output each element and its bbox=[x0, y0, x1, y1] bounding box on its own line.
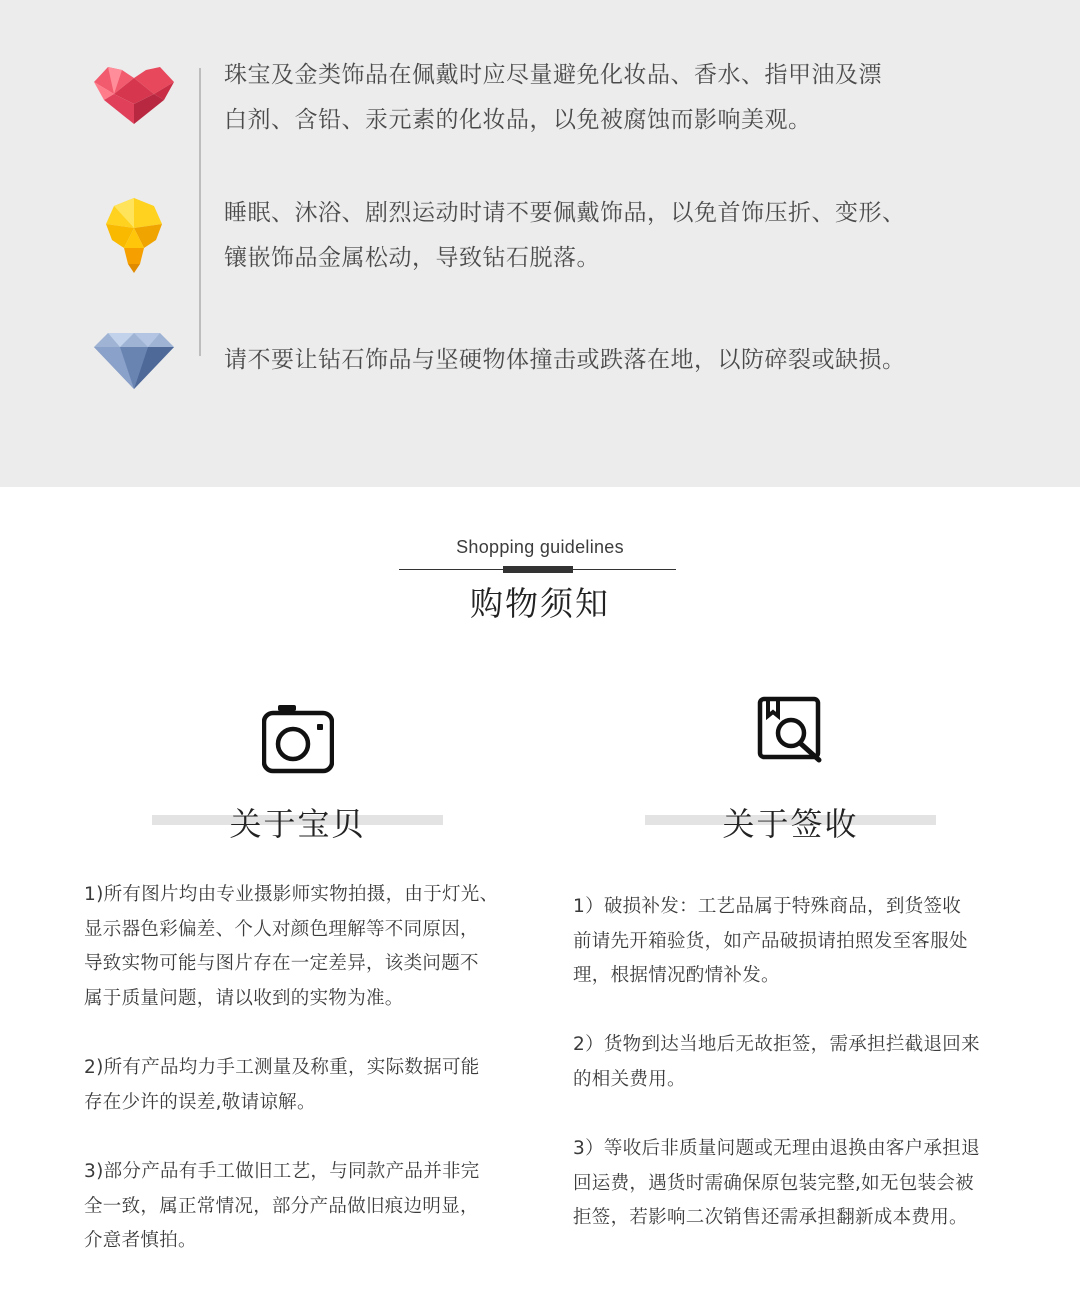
paragraph-line: 属于质量问题，请以收到的实物为准。 bbox=[84, 987, 404, 1009]
paragraph-line: 的相关费用。 bbox=[573, 1068, 686, 1090]
receipt-paragraph-2 bbox=[573, 1028, 1023, 1097]
paragraph-line: 3）等收后非质量问题或无理由退换由客户承担退 bbox=[573, 1138, 980, 1159]
care-text-impact bbox=[224, 338, 984, 383]
paragraph-line: 显示器色彩偏差、个人对颜色理解等不同原因， bbox=[84, 918, 479, 940]
care-text-line: 珠宝及金类饰品在佩戴时应尽量避免化妆品、香水、指甲油及漂 bbox=[224, 62, 882, 88]
paragraph-line: 1）破损补发：工艺品属于特殊商品，到货签收 bbox=[573, 896, 962, 917]
heart-gem-icon bbox=[94, 64, 174, 130]
heading-bar bbox=[503, 566, 573, 573]
receipt-paragraph-1 bbox=[573, 890, 1023, 994]
care-text-line: 白剂、含铅、汞元素的化妆品，以免被腐蚀而影响美观。 bbox=[224, 107, 812, 133]
paragraph-line: 回运费，遇货时需确保原包装完整,如无包装会被 bbox=[573, 1172, 974, 1194]
paragraph-line: 3)部分产品有手工做旧工艺，与同款产品并非完 bbox=[84, 1161, 480, 1182]
lightbulb-gem-icon bbox=[106, 198, 162, 278]
product-paragraph-1 bbox=[84, 878, 524, 1016]
product-paragraph-2 bbox=[84, 1051, 524, 1120]
paragraph-line: 1)所有图片均由专业摄影师实物拍摄，由于灯光、 bbox=[84, 884, 499, 905]
about-product-title: 关于宝贝 bbox=[229, 805, 366, 843]
paragraph-line: 2）货物到达当地后无故拒签，需承担拦截退回来 bbox=[573, 1034, 980, 1055]
product-paragraph-3 bbox=[84, 1155, 524, 1259]
guidelines-title-cn: 购物须知 bbox=[470, 584, 610, 623]
paragraph-line: 存在少许的误差,敬请谅解。 bbox=[84, 1091, 316, 1113]
vertical-divider bbox=[199, 68, 201, 356]
care-text-line: 睡眠、沐浴、剧烈运动时请不要佩戴饰品，以免首饰压折、变形、 bbox=[224, 200, 906, 226]
care-text-line: 请不要让钻石饰品与坚硬物体撞击或跌落在地，以防碎裂或缺损。 bbox=[224, 347, 906, 373]
care-text-cosmetics bbox=[224, 53, 954, 143]
paragraph-line: 拒签，若影响二次销售还需承担翻新成本费用。 bbox=[573, 1207, 968, 1228]
guidelines-title-en: Shopping guidelines bbox=[456, 537, 624, 557]
paragraph-line: 2)所有产品均力手工测量及称重，实际数据可能 bbox=[84, 1057, 480, 1078]
diamond-icon bbox=[94, 333, 174, 393]
paragraph-line: 理，根据情况酌情补发。 bbox=[573, 965, 780, 986]
care-text-line: 镶嵌饰品金属松动，导致钻石脱落。 bbox=[224, 245, 600, 271]
about-receipt-title: 关于签收 bbox=[722, 805, 859, 843]
camera-icon bbox=[262, 704, 334, 778]
receipt-paragraph-3 bbox=[573, 1132, 1023, 1236]
care-section bbox=[0, 0, 1080, 487]
inspect-document-icon bbox=[757, 696, 825, 768]
paragraph-line: 全一致，属正常情况，部分产品做旧痕边明显， bbox=[84, 1195, 479, 1217]
paragraph-line: 前请先开箱验货，如产品破损请拍照发至客服处 bbox=[573, 930, 968, 952]
paragraph-line: 介意者慎拍。 bbox=[84, 1230, 197, 1251]
paragraph-line: 导致实物可能与图片存在一定差异，该类问题不 bbox=[84, 953, 479, 974]
care-text-activity bbox=[224, 191, 964, 281]
